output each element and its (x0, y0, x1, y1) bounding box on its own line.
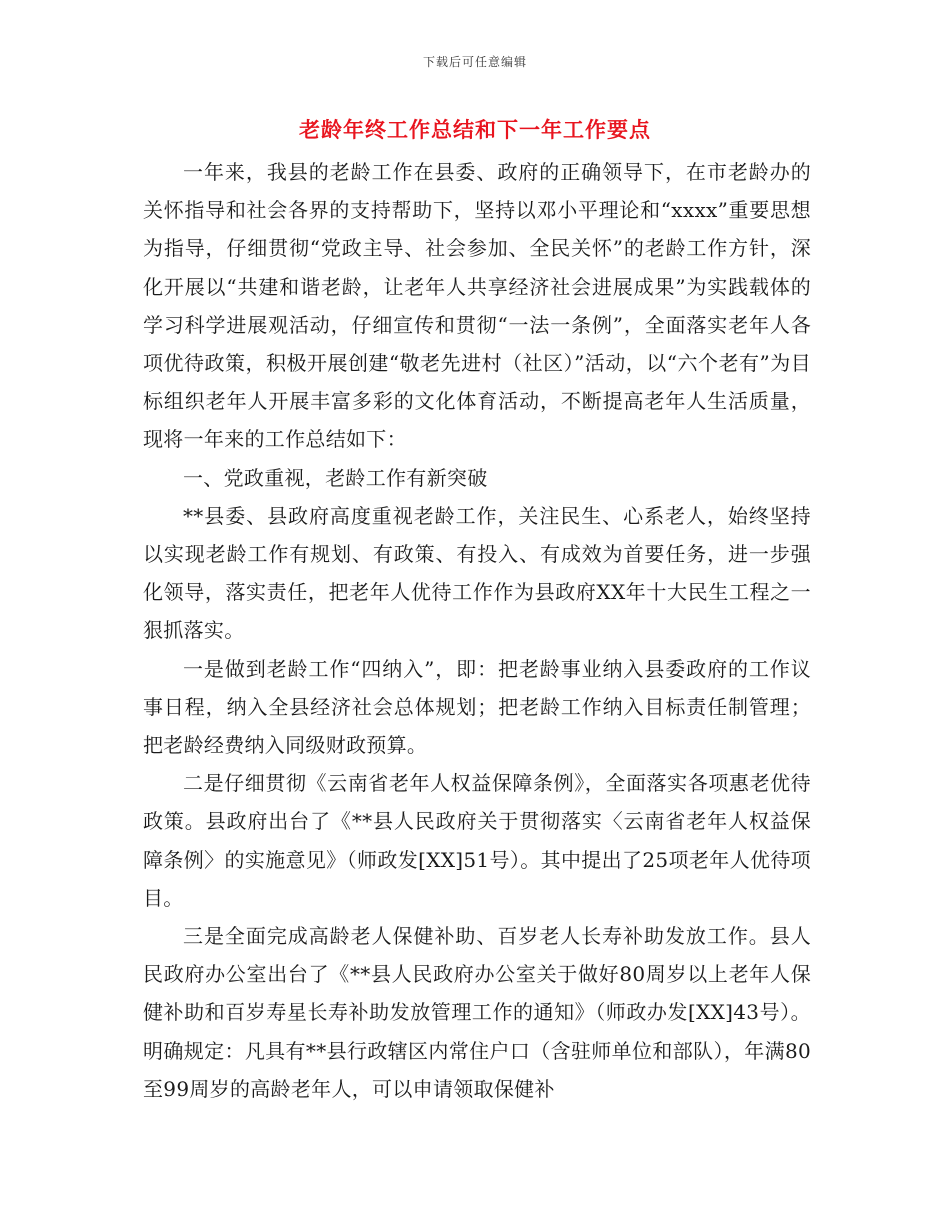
document-title: 老龄年终工作总结和下一年工作要点 (299, 117, 651, 142)
paragraph-point-2: 二是仔细贯彻《云南省老年人权益保障条例》，全面落实各项惠老优待政策。县政府出台了《**县人民政府关于贯彻落实〈云南省老年人权益保障条例〉的实施意见》（师政发[XX]51号）。其中提出了25项老年人优待项目。 (143, 771, 811, 910)
header-note: 下载后可任意编辑 (422, 55, 527, 69)
paragraph-point-3: 三是全面完成高龄老人保健补助、百岁老人长寿补助发放工作。县人民政府办公室出台了《**县人民政府办公室关于做好80周岁以上老年人保健补助和百岁寿星长寿补助发放管理工作的通知》（师政办发[XX]43号）。明确规定：凡具有**县行政辖区内常住户口（含驻师单位和部队），年满80至99周岁的高龄老年人，可以申请领取保健补 (143, 924, 811, 1101)
document-body (143, 153, 811, 1108)
paragraph-intro: 一年来，我县的老龄工作在县委、政府的正确领导下，在市老龄办的关怀指导和社会各界的支持帮助下，坚持以邓小平理论和“xxxx”重要思想为指导，仔细贯彻“党政主导、社会参加、全民关怀”的老龄工作方针，深化开展以“共建和谐老龄，让老年人共享经济社会进展成果”为实践载体的学习科学进展观活动，仔细宣传和贯彻“一法一条例”，全面落实老年人各项优待政策，积极开展创建“敬老先进村（社区）”活动，以“六个老有”为目标组织老年人开展丰富多彩的文化体育活动，不断提高老年人生活质量，现将一年来的工作总结如下： (143, 160, 811, 452)
section-heading-1: 一、党政重视，老龄工作有新突破 (183, 465, 488, 490)
paragraph-section-1: **县委、县政府高度重视老龄工作，关注民生、心系老人，始终坚持以实现老龄工作有规划、有政策、有投入、有成效为首要任务，进一步强化领导，落实责任，把老年人优待工作作为县政府XX年十大民生工程之一狠抓落实。 (143, 503, 811, 643)
paragraph-point-1: 一是做到老龄工作“四纳入”，即：把老龄事业纳入县委政府的工作议事日程，纳入全县经济社会总体规划；把老龄工作纳入目标责任制管理；把老龄经费纳入同级财政预算。 (143, 656, 811, 758)
